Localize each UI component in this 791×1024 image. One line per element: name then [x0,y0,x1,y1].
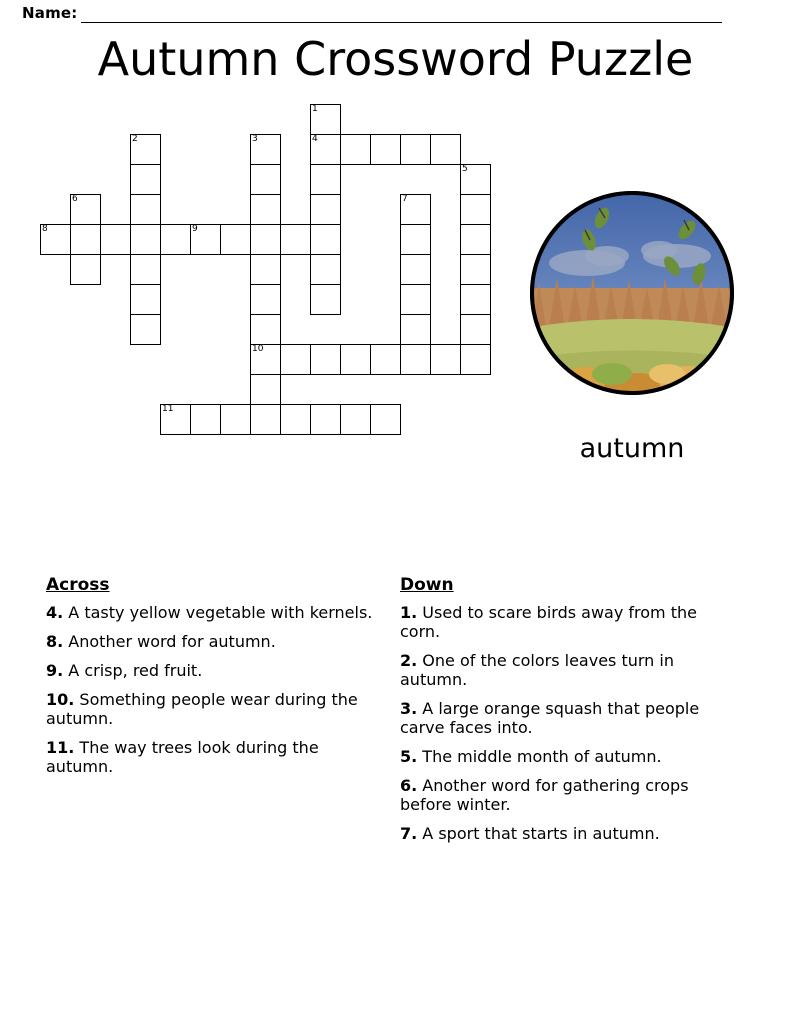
clue-text: Another word for autumn. [63,632,276,651]
cell-number: 3 [252,134,258,144]
crossword-cell[interactable] [310,224,341,255]
crossword-cell[interactable] [250,224,281,255]
crossword-cell[interactable] [40,224,71,255]
clue-number: 2. [400,651,418,670]
clue-number: 5. [400,747,418,766]
crossword-cell[interactable] [370,344,401,375]
crossword-cell[interactable] [460,224,491,255]
crossword-cell[interactable] [310,284,341,315]
crossword-cell[interactable] [340,344,371,375]
crossword-cell[interactable] [370,134,401,165]
crossword-grid [40,104,520,454]
crossword-cell[interactable] [400,254,431,285]
name-field-row [22,4,722,23]
crossword-cell[interactable] [310,254,341,285]
down-clue-5 [400,747,730,766]
crossword-cell[interactable] [130,254,161,285]
clues-section [0,575,791,905]
crossword-cell[interactable] [460,194,491,225]
cell-number: 4 [312,134,318,144]
crossword-cell[interactable] [340,134,371,165]
crossword-cell[interactable] [310,164,341,195]
across-clues-column [46,575,376,786]
crossword-cell[interactable] [70,254,101,285]
cell-number: 8 [42,224,48,234]
crossword-cell[interactable] [250,344,281,375]
name-input-line[interactable] [81,8,722,23]
crossword-cell[interactable] [130,284,161,315]
crossword-cell[interactable] [280,224,311,255]
crossword-cell[interactable] [460,164,491,195]
down-clue-6 [400,776,730,814]
clue-text: A crisp, red fruit. [63,661,203,680]
crossword-cell[interactable] [190,224,221,255]
crossword-cell[interactable] [460,314,491,345]
cell-number: 5 [462,164,468,174]
clue-text: Something people wear during the autumn. [46,690,358,728]
picture-block [527,178,742,508]
cell-number: 11 [162,404,174,414]
autumn-scene-illustration [527,178,737,408]
crossword-cell[interactable] [400,314,431,345]
page-title: Autumn Crossword Puzzle [97,32,694,86]
cell-number: 10 [252,344,264,354]
clue-number: 6. [400,776,418,795]
down-clue-2 [400,651,730,689]
crossword-cell[interactable] [250,284,281,315]
crossword-cell[interactable] [460,344,491,375]
crossword-cell[interactable] [310,194,341,225]
crossword-cell[interactable] [250,134,281,165]
crossword-cell[interactable] [250,164,281,195]
crossword-cell[interactable] [370,404,401,435]
cell-number: 9 [192,224,198,234]
crossword-cell[interactable] [460,254,491,285]
clue-text: A large orange squash that people carve faces into. [400,699,700,737]
crossword-cell[interactable] [130,224,161,255]
crossword-cell[interactable] [310,104,341,135]
clue-number: 7. [400,824,418,843]
clue-number: 4. [46,603,64,622]
across-clue-9 [46,661,376,680]
across-clue-10 [46,690,376,728]
clue-text: The way trees look during the autumn. [46,738,319,776]
crossword-cell[interactable] [310,344,341,375]
crossword-cell[interactable] [400,194,431,225]
crossword-cell[interactable] [310,134,341,165]
clue-text: Another word for gathering crops before winter. [400,776,689,814]
crossword-cell[interactable] [430,134,461,165]
clue-text: A sport that starts in autumn. [417,824,660,843]
clue-number: 10. [46,690,75,709]
crossword-cell[interactable] [220,404,251,435]
across-clue-11 [46,738,376,776]
clue-text: The middle month of autumn. [417,747,662,766]
down-clues-column [400,575,730,853]
picture-caption: autumn [579,433,685,464]
clue-text: Used to scare birds away from the corn. [400,603,697,641]
clue-number: 9. [46,661,64,680]
down-clue-7 [400,824,730,843]
cell-number: 2 [132,134,138,144]
crossword-cell[interactable] [130,134,161,165]
clue-text: One of the colors leaves turn in autumn. [400,651,674,689]
crossword-cell[interactable] [160,224,191,255]
clue-number: 11. [46,738,75,757]
crossword-cell[interactable] [250,314,281,345]
crossword-cell[interactable] [280,344,311,375]
crossword-cell[interactable] [400,224,431,255]
crossword-cell[interactable] [340,404,371,435]
clue-number: 3. [400,699,418,718]
clue-number: 8. [46,632,64,651]
down-clue-1 [400,603,730,641]
crossword-cell[interactable] [190,404,221,435]
down-heading: Down [400,575,454,595]
crossword-cell[interactable] [430,344,461,375]
clue-number: 1. [400,603,418,622]
crossword-cell[interactable] [130,194,161,225]
crossword-cell[interactable] [250,374,281,405]
down-clue-list [400,603,730,843]
crossword-cell[interactable] [250,404,281,435]
crossword-cell[interactable] [250,254,281,285]
across-clue-list [46,603,376,776]
clue-text: A tasty yellow vegetable with kernels. [63,603,373,622]
crossword-cell[interactable] [250,194,281,225]
name-label: Name: [22,4,78,22]
crossword-cell[interactable] [280,404,311,435]
crossword-cell[interactable] [400,284,431,315]
down-clue-3 [400,699,730,737]
crossword-cell[interactable] [220,224,251,255]
across-heading: Across [46,575,110,595]
crossword-cell[interactable] [70,224,101,255]
cell-number: 6 [72,194,78,204]
cell-number: 7 [402,194,408,204]
crossword-cell[interactable] [400,134,431,165]
crossword-cell[interactable] [130,314,161,345]
crossword-cell[interactable] [100,224,131,255]
cell-number: 1 [312,104,318,114]
crossword-cell[interactable] [160,404,191,435]
crossword-cell[interactable] [460,284,491,315]
across-clue-4 [46,603,376,622]
crossword-cell[interactable] [130,164,161,195]
crossword-cell[interactable] [400,344,431,375]
crossword-cell[interactable] [70,194,101,225]
crossword-cell[interactable] [310,404,341,435]
across-clue-8 [46,632,376,651]
